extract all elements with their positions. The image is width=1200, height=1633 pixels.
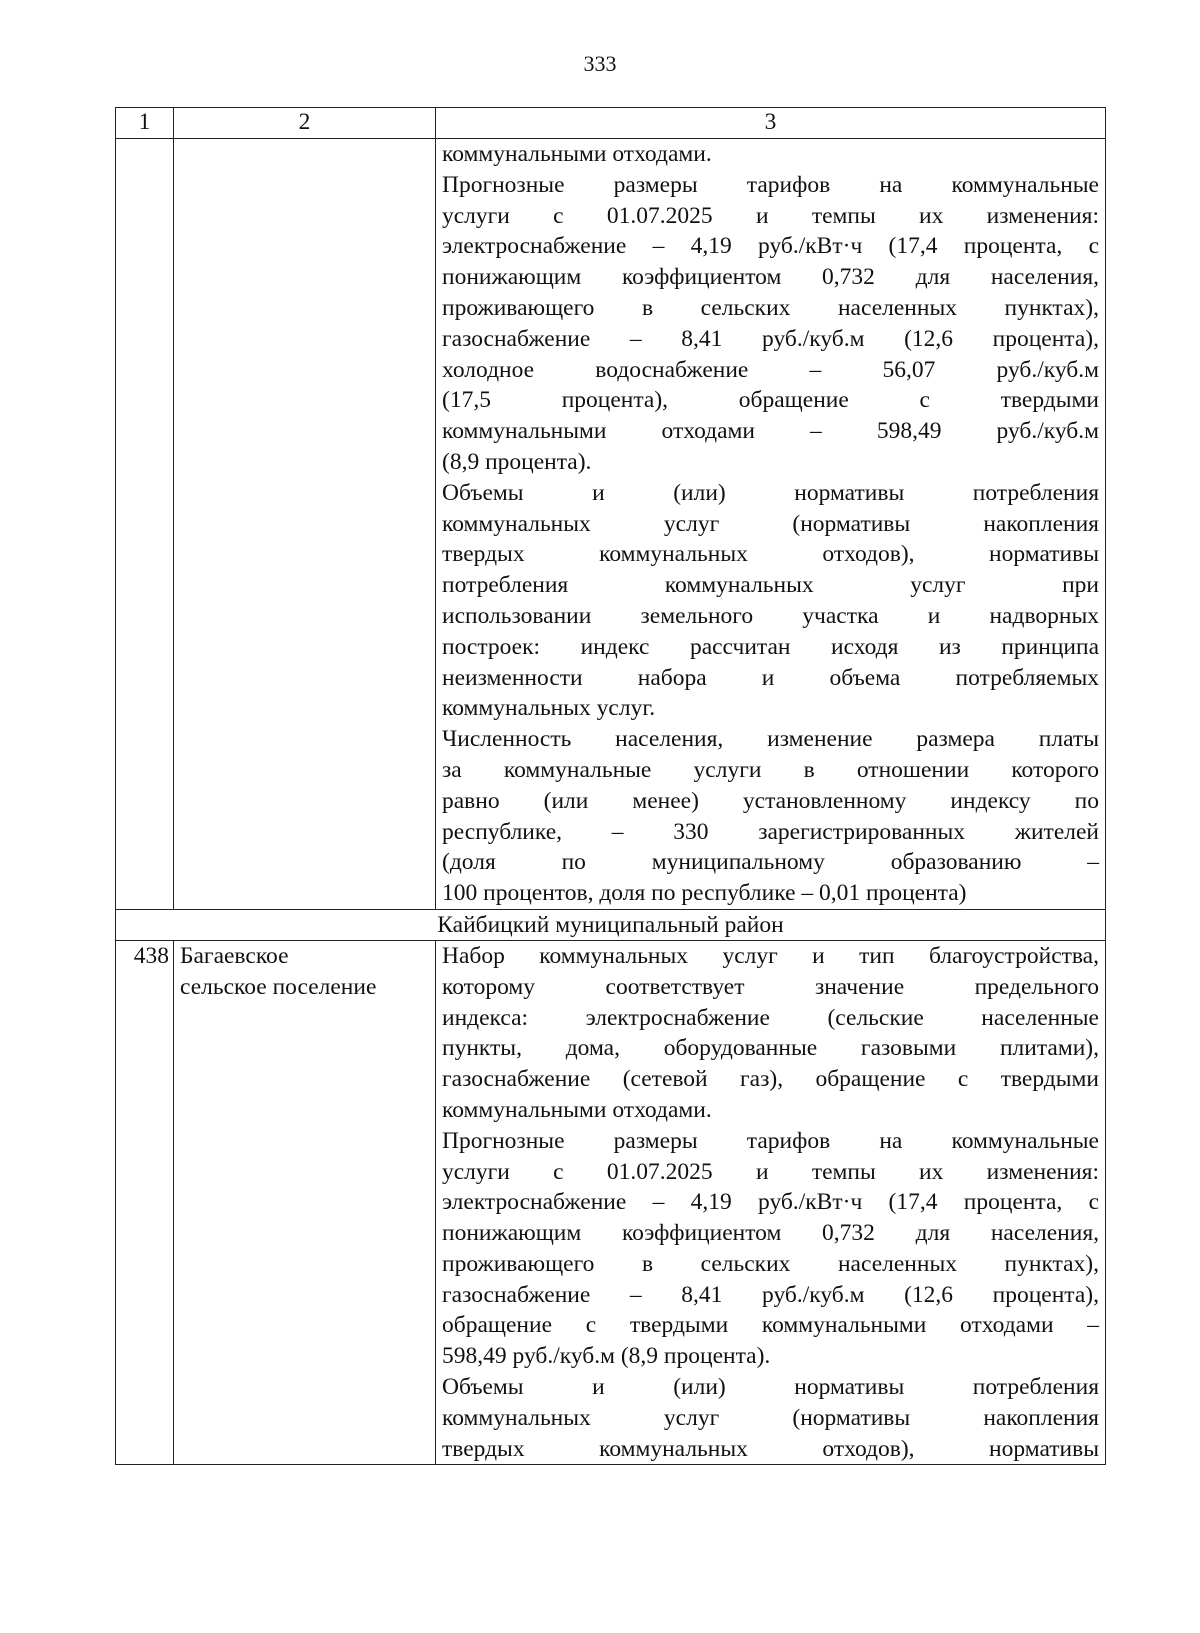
cell-name-empty [174, 139, 436, 910]
text-line: (17,5 процента), обращение с твердыми [442, 387, 1099, 414]
text-line: услуги с 01.07.2025 и темпы их изменения: [442, 202, 1099, 229]
text-line: твердых коммунальных отходов), нормативы [442, 541, 1099, 568]
text-line: Прогнозные размеры тарифов на коммунальные [442, 1127, 1099, 1154]
text-line: коммунальными отходами. [442, 141, 712, 167]
text-line: проживающего в сельских населенных пунктах), [442, 1250, 1099, 1277]
table-row-438 [116, 940, 1106, 1465]
text-line: 598,49 руб./куб.м (8,9 процента). [442, 1343, 771, 1370]
text-line: построек: индекс рассчитан исходя из принципа [442, 633, 1099, 660]
text-line: 100 процентов, доля по республике – 0,01 процента) [442, 880, 967, 907]
text-line: коммунальных услуг (нормативы накопления [442, 1404, 1099, 1431]
text-line: Объемы и (или) нормативы потребления [442, 1374, 1099, 1401]
table-row-continuation [116, 139, 1106, 910]
text-line: газоснабжение – 8,41 руб./куб.м (12,6 процента), [442, 325, 1099, 352]
column-header-2: 2 [174, 108, 436, 139]
cell-number-empty [116, 139, 174, 910]
document-table [115, 107, 1106, 1465]
text-line: за коммунальные услуги в отношении которого [442, 756, 1099, 783]
text-line: твердых коммунальных отходов), нормативы [442, 1435, 1099, 1462]
text-line: электроснабжение – 4,19 руб./кВт·ч (17,4 процента, с [442, 233, 1099, 260]
text-line: понижающим коэффициентом 0,732 для населения, [442, 1220, 1099, 1247]
text-line: газоснабжение (сетевой газ), обращение с твердыми [442, 1066, 1099, 1093]
text-line: потребления коммунальных услуг при [442, 572, 1099, 599]
text-line: равно (или менее) установленному индексу по [442, 787, 1099, 814]
text-line: проживающего в сельских населенных пунктах), [442, 294, 1099, 321]
table-header-row [116, 108, 1106, 139]
text-line: коммунальных услуг. [442, 695, 656, 722]
text-line: Численность населения, изменение размера платы [442, 726, 1099, 753]
cell-description [436, 940, 1106, 1465]
text-line: коммунальных услуг (нормативы накопления [442, 510, 1099, 537]
text-line: (8,9 процента). [442, 448, 592, 475]
section-title: Кайбицкий муниципальный район [116, 909, 1106, 940]
row-number: 438 [116, 940, 174, 1465]
settlement-name-line: сельское поселение [180, 973, 377, 1000]
text-line: услуги с 01.07.2025 и темпы их изменения: [442, 1158, 1099, 1185]
text-line: холодное водоснабжение – 56,07 руб./куб.м [442, 356, 1099, 383]
text-line: индекса: электроснабжение (сельские населенные [442, 1004, 1099, 1031]
text-line: коммунальными отходами – 598,49 руб./куб.м [442, 418, 1099, 445]
text-line: использовании земельного участка и надворных [442, 602, 1099, 629]
column-header-3: 3 [436, 108, 1106, 139]
page-number: 333 [583, 51, 617, 76]
column-header-1: 1 [116, 108, 174, 139]
text-line: (доля по муниципальному образованию – [442, 849, 1099, 876]
text-line: обращение с твердыми коммунальными отходами – [442, 1312, 1099, 1339]
text-line: республике, – 330 зарегистрированных жителей [442, 818, 1099, 845]
text-line: газоснабжение – 8,41 руб./куб.м (12,6 процента), [442, 1281, 1099, 1308]
text-line: Объемы и (или) нормативы потребления [442, 479, 1099, 506]
text-line: коммунальными отходами. [442, 1096, 712, 1123]
settlement-name [174, 940, 436, 1465]
cell-description [436, 139, 1106, 910]
text-line: Прогнозные размеры тарифов на коммунальные [442, 171, 1099, 198]
section-row [116, 909, 1106, 940]
settlement-name-line: Багаевское [180, 942, 289, 969]
text-line: неизменности набора и объема потребляемых [442, 664, 1099, 691]
text-line: Набор коммунальных услуг и тип благоустройства, [442, 942, 1099, 969]
text-line: пункты, дома, оборудованные газовыми плитами), [442, 1035, 1099, 1062]
text-line: понижающим коэффициентом 0,732 для населения, [442, 264, 1099, 291]
text-line: электроснабжение – 4,19 руб./кВт·ч (17,4 процента, с [442, 1189, 1099, 1216]
text-line: которому соответствует значение предельного [442, 973, 1099, 1000]
